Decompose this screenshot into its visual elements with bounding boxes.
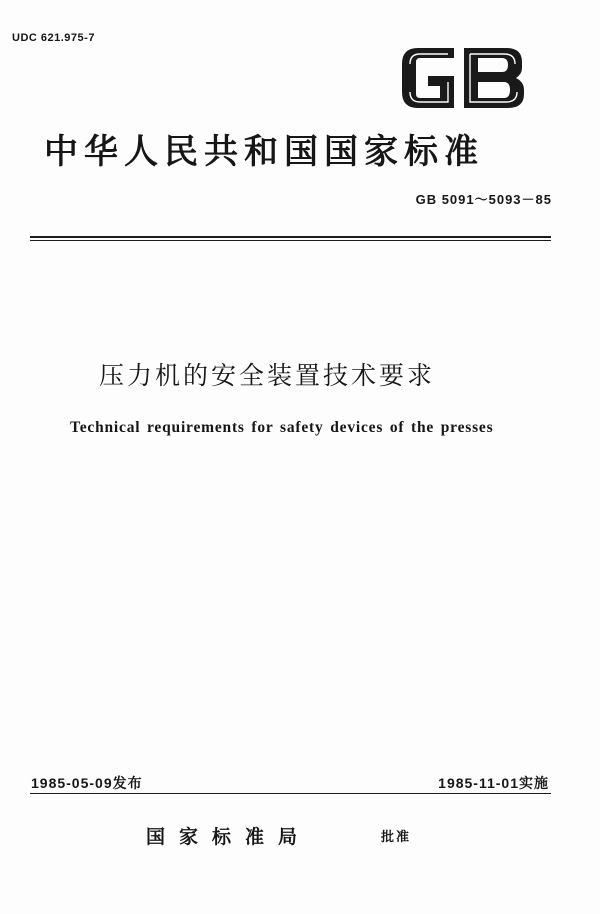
footer-divider <box>30 793 551 794</box>
issuing-authority: 国家标准局 <box>146 826 312 848</box>
standard-number: GB 5091～5093－85 <box>415 192 552 207</box>
gb-logo <box>398 42 528 114</box>
udc-code: UDC 621.975-7 <box>12 32 95 44</box>
document-title-chinese: 压力机的安全装置技术要求 <box>99 361 436 390</box>
issue-date: 1985-05-09发布 <box>31 775 143 791</box>
approval-label: 批准 <box>381 830 412 845</box>
header-divider-thin <box>30 240 551 241</box>
gb-logo-graphic <box>398 42 528 114</box>
document-title-english: Technical requirements for safety devices of the presses <box>70 419 494 436</box>
organization-title: 中华人民共和国国家标准 <box>44 132 484 172</box>
effective-date: 1985-11-01实施 <box>438 775 549 791</box>
header-divider <box>30 236 551 238</box>
